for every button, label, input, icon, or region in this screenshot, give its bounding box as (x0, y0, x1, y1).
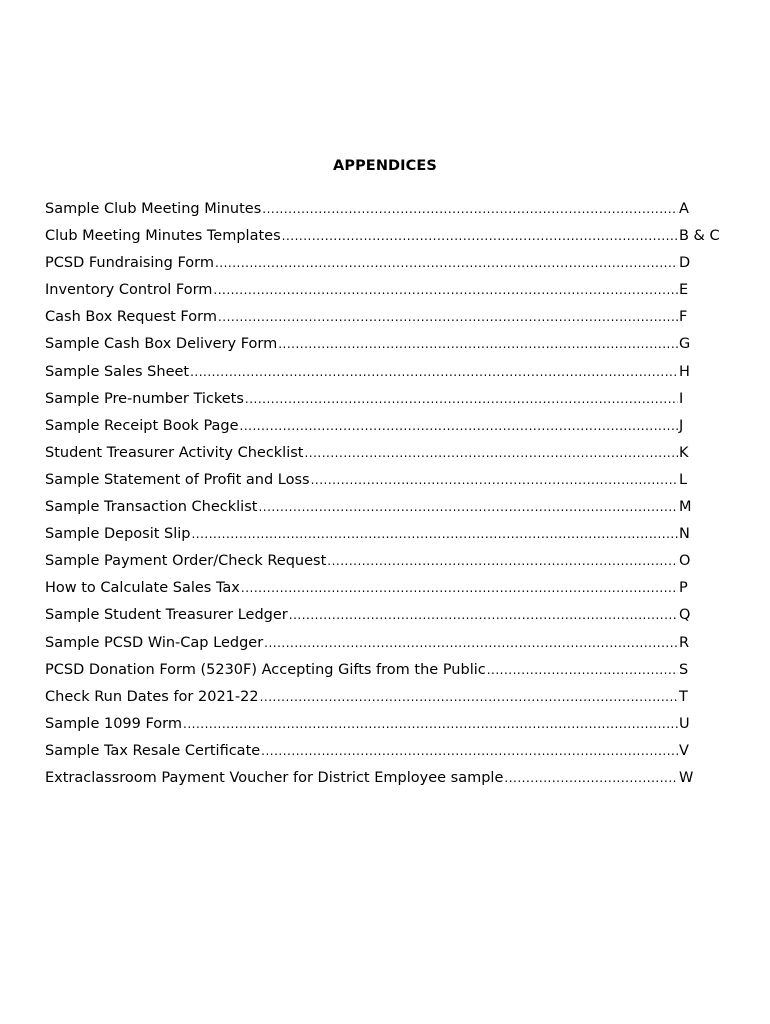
list-item (45, 659, 725, 686)
dot-leader (218, 306, 678, 328)
dot-leader (191, 523, 678, 545)
entry-ref: H (679, 363, 690, 380)
entry-label: Sample Receipt Book Page (45, 417, 239, 434)
entry-label: Sample 1099 Form (45, 715, 183, 732)
dot-leader (260, 686, 678, 708)
entry-ref: S (679, 661, 689, 678)
entry-label: Sample Transaction Checklist (45, 499, 258, 516)
entry-ref: W (679, 769, 694, 786)
entry-ref: A (679, 201, 689, 217)
dot-leader (245, 388, 678, 410)
list-item (45, 415, 725, 442)
dot-leader (304, 442, 678, 464)
entry-label: Sample Payment Order/Check Request (45, 553, 327, 570)
entry-ref: L (679, 471, 688, 488)
entry-ref: I (679, 390, 684, 407)
dot-leader (262, 198, 678, 220)
dot-leader (311, 469, 678, 491)
dot-leader (278, 333, 678, 355)
entry-ref: J (679, 417, 684, 434)
list-item (45, 198, 725, 225)
dot-leader (183, 713, 678, 735)
entry-ref: N (679, 526, 690, 543)
entry-label: Sample Statement of Profit and Loss (45, 471, 310, 488)
dot-leader (282, 225, 678, 247)
entry-ref: G (679, 336, 691, 353)
entry-label: Sample Cash Box Delivery Form (45, 336, 278, 353)
dot-leader (289, 604, 678, 626)
entry-ref: O (679, 553, 691, 570)
list-item (45, 496, 725, 523)
entry-label: Extraclassroom Payment Voucher for District Employee sample (45, 769, 504, 786)
dot-leader (487, 659, 678, 681)
list-item (45, 632, 725, 659)
entry-label: Sample Pre-number Tickets (45, 390, 244, 407)
entry-label: Cash Box Request Form (45, 309, 217, 326)
entry-ref: Q (679, 607, 691, 624)
entry-ref: F (679, 309, 688, 326)
list-item (45, 604, 725, 631)
dot-leader (504, 767, 678, 789)
entry-label: Student Treasurer Activity Checklist (45, 444, 304, 461)
entry-label: Sample Tax Resale Certificate (45, 742, 261, 759)
list-item (45, 442, 725, 469)
dot-leader (215, 252, 678, 274)
entry-ref: K (679, 444, 689, 461)
entry-label: PCSD Donation Form (5230F) Accepting Gifts from the Public (45, 661, 486, 678)
entry-label: Sample Deposit Slip (45, 526, 191, 543)
list-item (45, 686, 725, 713)
list-item (45, 333, 725, 360)
list-item (45, 469, 725, 496)
list-item (45, 252, 725, 279)
entry-label: Club Meeting Minutes Templates (45, 228, 281, 245)
dot-leader (213, 279, 678, 301)
page-title: APPENDICES (333, 158, 437, 174)
dot-leader (258, 496, 678, 518)
dot-leader (190, 361, 678, 383)
list-item (45, 550, 725, 577)
list-item (45, 361, 725, 388)
entry-label: PCSD Fundraising Form (45, 255, 214, 272)
appendix-list (45, 198, 725, 794)
entry-ref: B & C (679, 228, 720, 245)
entry-label: Check Run Dates for 2021-22 (45, 688, 259, 705)
entry-label: Sample Club Meeting Minutes (45, 201, 262, 217)
entry-label: Sample PCSD Win-Cap Ledger (45, 634, 264, 651)
entry-label: Sample Sales Sheet (45, 363, 190, 380)
dot-leader (241, 577, 678, 599)
entry-ref: P (679, 580, 688, 597)
list-item (45, 523, 725, 550)
entry-label: Sample Student Treasurer Ledger (45, 607, 288, 624)
list-item (45, 713, 725, 740)
entry-ref: M (679, 499, 692, 516)
entry-ref: D (679, 255, 691, 272)
dot-leader (264, 632, 678, 654)
entry-ref: R (679, 634, 690, 651)
list-item (45, 306, 725, 333)
list-item (45, 767, 725, 794)
dot-leader (261, 740, 678, 762)
list-item (45, 388, 725, 415)
list-item (45, 740, 725, 767)
entry-ref: E (679, 282, 689, 299)
entry-ref: U (679, 715, 690, 732)
entry-ref: V (679, 742, 689, 759)
entry-ref: T (679, 688, 688, 705)
entry-label: How to Calculate Sales Tax (45, 580, 240, 597)
dot-leader (240, 415, 678, 437)
list-item (45, 577, 725, 604)
list-item (45, 279, 725, 306)
dot-leader (327, 550, 678, 572)
entry-label: Inventory Control Form (45, 282, 213, 299)
list-item (45, 225, 725, 252)
